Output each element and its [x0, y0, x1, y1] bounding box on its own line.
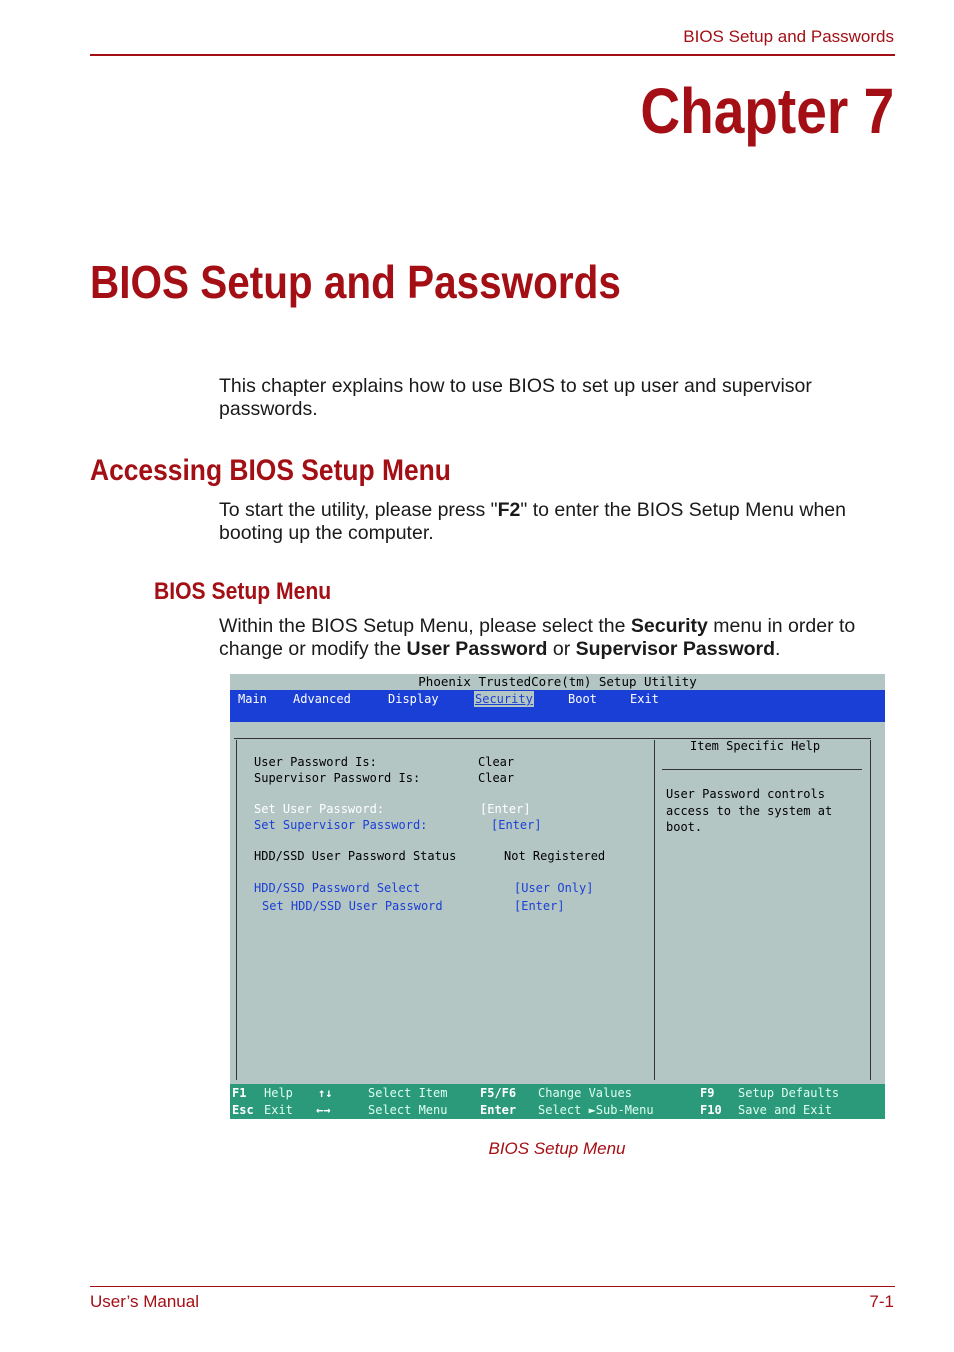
- bios-menu-bar: [230, 690, 885, 722]
- footer-page-number: 7-1: [869, 1292, 894, 1311]
- supervisor-password-label: Supervisor Password Is:: [254, 771, 421, 785]
- intro-paragraph: This chapter explains how to use BIOS to set up user and supervisor passwords.: [219, 375, 812, 420]
- footer-rule: [90, 1286, 895, 1287]
- help-title-rule: [662, 769, 862, 770]
- bios-screenshot: [230, 674, 885, 1119]
- bios-key-footer: [230, 1084, 885, 1119]
- set-user-password-value: [Enter]: [480, 802, 531, 816]
- document-title: BIOS Setup and Passwords: [90, 256, 621, 308]
- set-supervisor-password-value: [Enter]: [491, 818, 542, 832]
- bold-security: Security: [630, 615, 708, 637]
- help-title: Item Specific Help: [690, 739, 821, 753]
- supervisor-password-value: Clear: [478, 771, 515, 785]
- help-line-3: boot.: [666, 820, 703, 834]
- bold-user-password: User Password: [406, 638, 548, 660]
- set-supervisor-password-label: Set Supervisor Password:: [254, 818, 428, 832]
- hdd-password-select-value: [User Only]: [514, 881, 594, 895]
- key-f9-label: Setup Defaults: [738, 1086, 840, 1100]
- footer-manual-title: User’s Manual: [90, 1292, 199, 1311]
- text: .: [775, 638, 781, 660]
- key-enter-label: Select ►Sub-Menu: [538, 1103, 654, 1117]
- bios-menu-main: Main: [238, 692, 267, 706]
- key-f9: F9: [700, 1086, 715, 1100]
- key-up-down-label: Select Item: [368, 1086, 448, 1100]
- user-password-label: User Password Is:: [254, 755, 377, 769]
- bios-menu-boot: Boot: [568, 692, 597, 706]
- text: Within the BIOS Setup Menu, please select the: [219, 615, 631, 637]
- bios-menu-paragraph: [219, 615, 899, 661]
- hdd-status-label: HDD/SSD User Password Status: [254, 849, 457, 863]
- section-heading-bios-menu: BIOS Setup Menu: [154, 578, 332, 605]
- user-password-value: Clear: [478, 755, 515, 769]
- text: menu in order to change or modify the: [219, 615, 856, 660]
- bios-menu-security: Security: [475, 692, 533, 706]
- help-line-1: User Password controls: [666, 787, 825, 801]
- accessing-paragraph: [219, 499, 899, 545]
- bold-supervisor-password: Supervisor Password: [575, 638, 776, 660]
- bios-title: Phoenix TrustedCore(tm) Setup Utility: [230, 674, 885, 690]
- key-f5-f6: F5/F6: [480, 1086, 517, 1100]
- key-f2: F2: [497, 499, 521, 521]
- key-enter: Enter: [480, 1103, 517, 1117]
- bios-menu-display: Display: [388, 692, 439, 706]
- frame-right-line: [870, 740, 871, 1080]
- key-esc: Esc: [232, 1103, 254, 1117]
- key-f5-f6-label: Change Values: [538, 1086, 632, 1100]
- help-line-2: access to the system at: [666, 804, 833, 818]
- frame-left-line: [236, 740, 237, 1080]
- key-esc-label: Exit: [264, 1103, 293, 1117]
- bios-menu-exit: Exit: [630, 692, 659, 706]
- text: " to enter the BIOS Setup Menu when booting up the computer.: [219, 499, 846, 544]
- header-rule: [90, 54, 895, 56]
- key-up-down: ↑↓: [318, 1086, 333, 1100]
- key-f1-label: Help: [264, 1086, 293, 1100]
- bios-menu-advanced: Advanced: [293, 692, 351, 706]
- key-f10-label: Save and Exit: [738, 1103, 832, 1117]
- section-heading-accessing: Accessing BIOS Setup Menu: [90, 454, 451, 487]
- key-left-right-label: Select Menu: [368, 1103, 448, 1117]
- chapter-title: Chapter 7: [640, 75, 894, 147]
- hdd-status-value: Not Registered: [504, 849, 606, 863]
- key-left-right: ←→: [316, 1103, 331, 1117]
- set-hdd-password-value: [Enter]: [514, 899, 565, 913]
- running-header: BIOS Setup and Passwords: [683, 27, 894, 46]
- text: or: [547, 638, 576, 660]
- frame-divider-line: [654, 740, 655, 1080]
- set-hdd-password-label: Set HDD/SSD User Password: [262, 899, 443, 913]
- hdd-password-select-label: HDD/SSD Password Select: [254, 881, 421, 895]
- figure-caption: BIOS Setup Menu: [488, 1139, 626, 1158]
- key-f10: F10: [700, 1103, 722, 1117]
- key-f1: F1: [232, 1086, 247, 1100]
- set-user-password-label: Set User Password:: [254, 802, 385, 816]
- text: To start the utility, please press ": [219, 499, 498, 521]
